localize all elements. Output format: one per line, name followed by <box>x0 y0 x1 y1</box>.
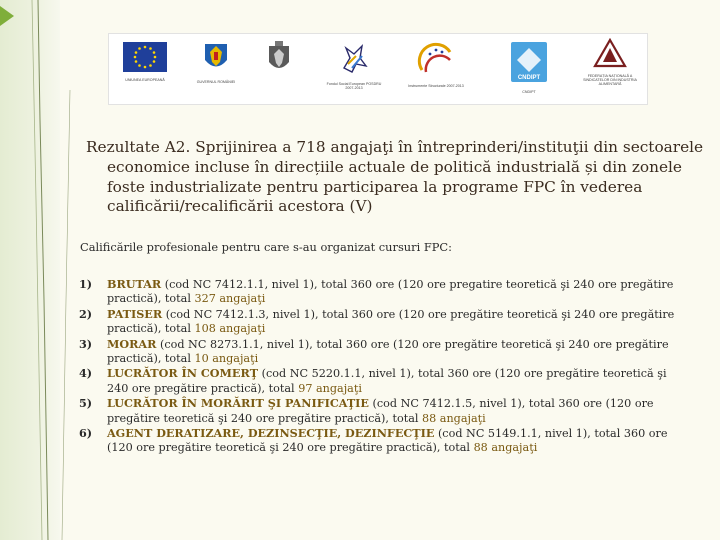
federation-logo <box>579 38 641 87</box>
government-caption: GUVERNUL ROMÂNIEI <box>196 80 236 84</box>
federation-caption: FEDERAȚIA NAȚIONALĂ A SINDICATELOR DIN INDUSTRIA ALIMENTARĂ <box>583 74 637 87</box>
employee-count: 327 angajaţi <box>194 292 266 306</box>
qualifications-subheading: Calificările profesionale pentru care s-au organizat cursuri FPC: <box>80 240 452 254</box>
eu-flag-logo <box>119 42 171 82</box>
posdru-logo <box>407 42 465 88</box>
item-number: 6) <box>79 426 93 441</box>
logo-strip <box>108 33 648 105</box>
employee-count: 10 angajaţi <box>194 352 259 366</box>
cndipt-icon <box>509 40 549 84</box>
qualification-name: BRUTAR <box>107 277 162 291</box>
employee-count: 88 angajaţi <box>422 411 486 425</box>
qualifications-list <box>79 277 679 456</box>
qualification-detail: (cod NC 7412.1.1, nivel 1), total 360 ore (120 ore pregatire teoretică şi 240 ore pregătire practică), total <box>107 278 674 306</box>
qualification-name: MORAR <box>107 336 157 351</box>
corner-arrow-icon <box>0 6 14 26</box>
posdru-caption: Instrumente Structurale 2007-2013 <box>408 84 464 88</box>
employee-count: 108 angajaţi <box>194 322 266 336</box>
list-item <box>79 366 679 396</box>
government-crest-icon <box>203 40 229 74</box>
list-item <box>79 426 679 456</box>
employee-count: 88 angajaţi <box>473 441 538 455</box>
eu-flag-icon <box>123 42 167 72</box>
list-item <box>79 396 679 426</box>
employee-count: 97 angajaţi <box>298 381 362 395</box>
qualification-detail: (cod NC 8273.1.1, nivel 1), total 360 ore (120 ore pregătire teoretică şi 240 ore pregătire practică), total <box>107 337 669 366</box>
list-item <box>79 277 679 307</box>
government-crest-logo <box>194 40 238 84</box>
item-number: 3) <box>79 336 93 351</box>
list-item <box>79 337 679 367</box>
section-heading: Rezultate A2. Sprijinirea a 718 angajaţi în întreprinderi/instituţii din sectoarele economice incluse în direcțiile actuale de politică industrială și din zonele foste industrializate pentru participarea la programe FPC în vederea calificării/recalificării acestora (V) <box>86 138 704 216</box>
qualification-detail: (cod NC 7412.1.3, nivel 1), total 360 ore (120 ore pregătire teoretică şi 240 ore pregătire practică), total <box>107 307 675 336</box>
item-number: 2) <box>79 306 93 321</box>
qualification-name: PATISER <box>107 306 163 321</box>
posdru-icon <box>416 42 456 78</box>
qualification-detail: (cod NC 5149.1.1, nivel 1), total 360 ore (120 ore pregătire teoretică şi 240 ore pregătire practică), total <box>107 427 668 455</box>
qualification-name: LUCRĂTOR ÎN COMERŢ <box>107 366 259 381</box>
ministry-crest-logo <box>259 40 299 82</box>
item-number: 5) <box>79 396 93 411</box>
qualification-detail: (cod NC 7412.1.5, nivel 1), total 360 ore (120 ore pregătire teoretică şi 240 ore pregătire practică), total <box>107 397 654 425</box>
qualification-name: AGENT DERATIZARE, DEZINSECŢIE, DEZINFECŢIE <box>107 426 435 441</box>
svg-text:CNDIPT: CNDIPT <box>517 75 541 81</box>
fse-caption: Fondul Social European POSDRU 2007-2013 <box>326 82 382 91</box>
item-number: 4) <box>79 366 93 381</box>
item-number: 1) <box>79 277 93 291</box>
eu-caption: UNIUNEA EUROPEANĂ <box>125 78 165 82</box>
ministry-crest-icon <box>265 40 293 76</box>
fse-icon <box>334 42 374 76</box>
federation-icon <box>592 38 628 68</box>
cndipt-logo <box>507 40 551 94</box>
fse-logo <box>323 42 385 90</box>
cndipt-caption: CNDIPT <box>522 90 536 94</box>
qualification-name: LUCRĂTOR ÎN MORĂRIT ŞI PANIFICAŢIE <box>107 396 369 411</box>
list-item <box>79 307 679 337</box>
qualification-detail: (cod NC 5220.1.1, nivel 1), total 360 ore (120 ore pregătire teoretică şi 240 ore pregătire practică), total <box>107 367 667 395</box>
